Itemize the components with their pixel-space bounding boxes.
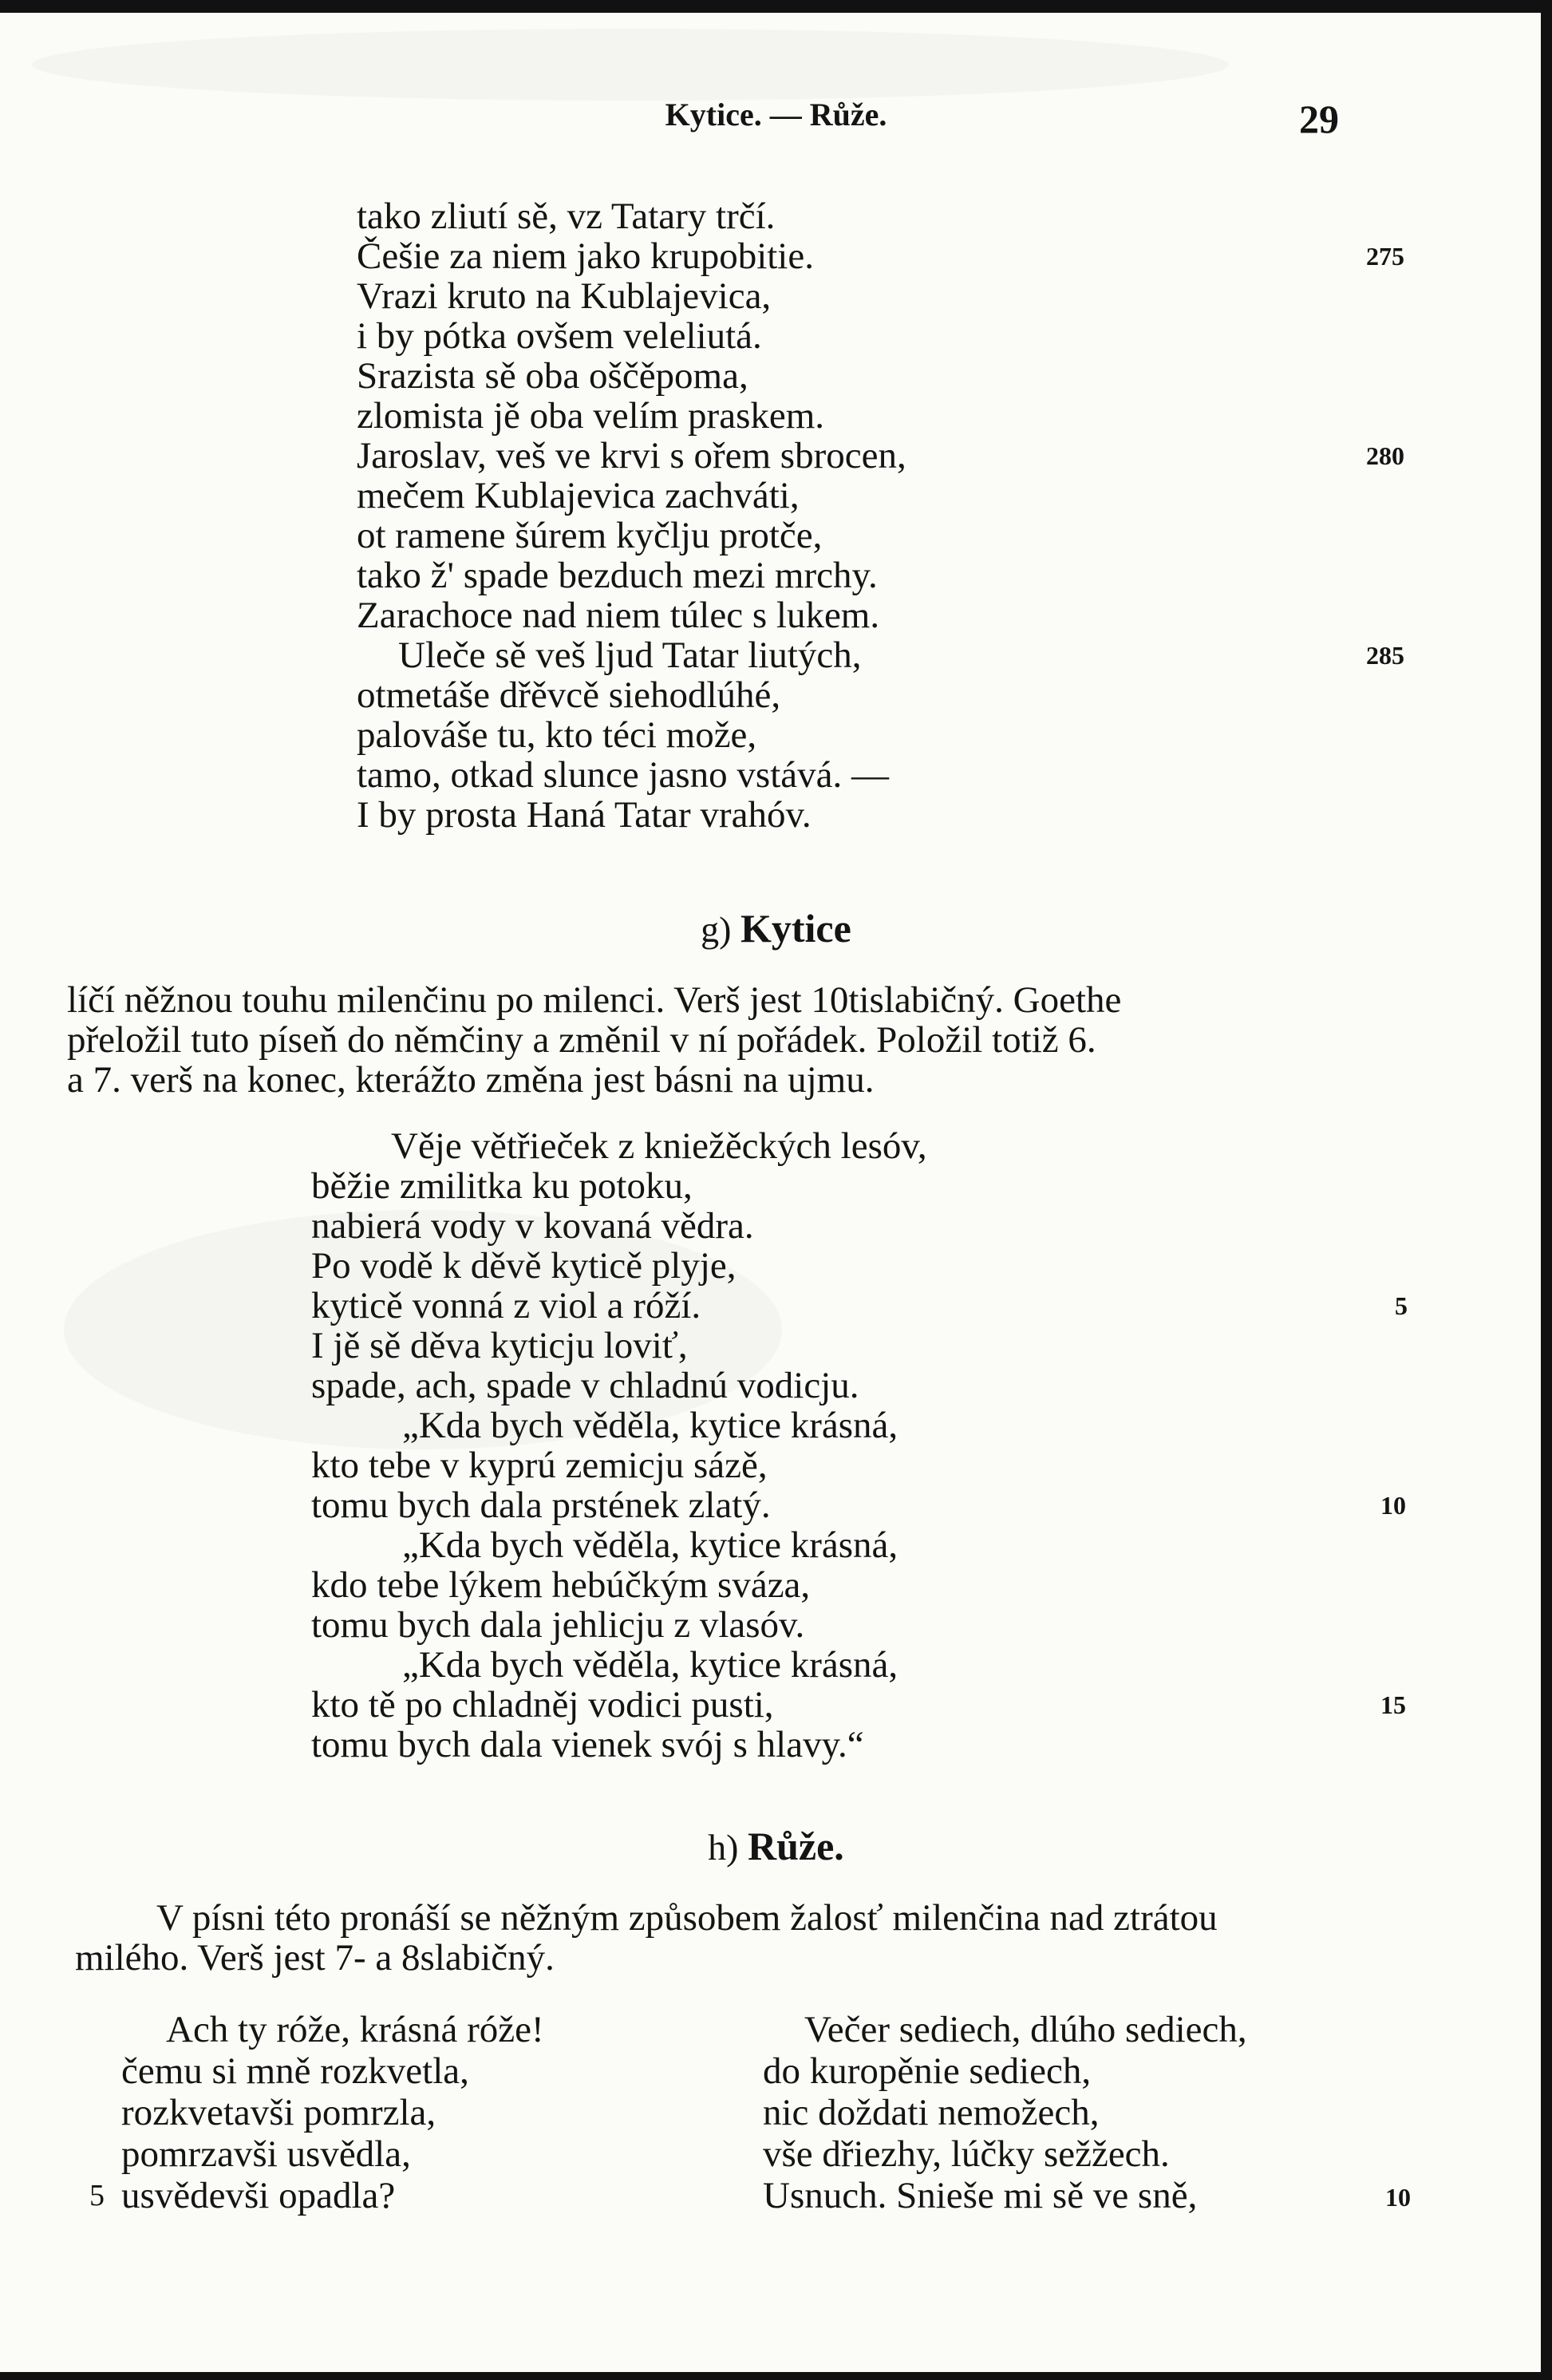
section-intro-line: a 7. verš na konec, kterážto změna jest básni na ujmu.	[67, 1059, 875, 1101]
section-letter: h)	[708, 1827, 739, 1868]
verse-line: Jaroslav, veš ve krvi s ořem sbrocen,	[357, 435, 906, 476]
verse-line: Srazista sě oba oščěpoma,	[357, 355, 748, 397]
line-number-marker: 275	[1366, 242, 1404, 271]
verse-line: tamo, otkad slunce jasno vstává. —	[357, 754, 889, 796]
verse-line: tomu bych dala jehlicju z vlasóv.	[311, 1604, 805, 1646]
section-intro-line: líčí něžnou touhu milenčinu po milenci. Verš jest 10tislabičný. Goethe	[67, 979, 1122, 1021]
verse-line: tako zliutí sě, vz Tatary trčí.	[357, 196, 776, 237]
paper-stain	[32, 29, 1229, 101]
verse-line: do kuropěnie sediech,	[763, 2050, 1092, 2092]
verse-line: nabierá vody v kovaná vědra.	[311, 1205, 754, 1247]
verse-line: Uleče sě veš ljud Tatar liutých,	[398, 635, 862, 676]
section-intro-line: V písni této pronáší se něžným způsobem žalosť milenčina nad ztrátou	[156, 1897, 1218, 1939]
section-heading-g	[0, 905, 1552, 951]
line-number-marker: 10	[1380, 1491, 1406, 1520]
verse-line: Po vodě k děvě kyticě plyje,	[311, 1245, 737, 1287]
section-intro-line: milého. Verš jest 7- a 8slabičný.	[75, 1937, 555, 1979]
verse-line: Ach ty róže, krásná róže!	[166, 2009, 544, 2050]
verse-line: kdo tebe lýkem hebúčkým sváza,	[311, 1564, 811, 1606]
verse-line: Zarachoce nad niem túlec s lukem.	[357, 595, 880, 636]
verse-line: I by prosta Haná Tatar vrahóv.	[357, 794, 812, 836]
verse-line: usvědevši opadla?	[121, 2175, 396, 2216]
verse-line: tomu bych dala prstének zlatý.	[311, 1485, 771, 1526]
section-heading-h	[0, 1823, 1552, 1869]
verse-line: kto tebe v kyprú zemicju sázě,	[311, 1445, 768, 1486]
page-number: 29	[1299, 97, 1339, 141]
line-number-marker: 5	[89, 2179, 105, 2212]
verse-line: tako ž' spade bezduch mezi mrchy.	[357, 555, 878, 596]
verse-line: „Kda bych věděla, kytice krásná,	[402, 1405, 898, 1446]
verse-line: Usnuch. Snieše mi sě ve sně,	[763, 2175, 1198, 2216]
verse-line: mečem Kublajevica zachváti,	[357, 475, 800, 516]
verse-line: zlomista jě oba velím praskem.	[357, 395, 825, 437]
section-title: Kytice	[740, 906, 851, 951]
verse-line: Věje větřieček z kniežěckých lesóv,	[391, 1125, 927, 1167]
verse-line: I jě sě děva kyticju loviť,	[311, 1325, 688, 1366]
verse-line: Vrazi kruto na Kublajevica,	[357, 275, 772, 317]
line-number-marker: 15	[1380, 1690, 1406, 1719]
verse-line: otmetáše dřěvcě siehodlúhé,	[357, 674, 781, 716]
verse-line: Večer sediech, dlúho sediech,	[804, 2009, 1247, 2050]
line-number-marker: 280	[1366, 441, 1404, 470]
verse-line: palováše tu, kto téci može,	[357, 714, 757, 756]
section-title: Růže.	[748, 1824, 844, 1868]
line-number-marker: 5	[1395, 1291, 1408, 1320]
verse-line: nic doždati nemožech,	[763, 2092, 1100, 2133]
line-number-marker: 10	[1385, 2183, 1411, 2212]
verse-line: Češie za niem jako krupobitie.	[357, 235, 814, 277]
verse-line: kto tě po chladněj vodici pusti,	[311, 1684, 774, 1726]
line-number-marker: 285	[1366, 641, 1404, 670]
verse-line: spade, ach, spade v chladnú vodicju.	[311, 1365, 859, 1406]
verse-line: „Kda bych věděla, kytice krásná,	[402, 1644, 898, 1686]
verse-line: běžie zmilitka ku potoku,	[311, 1165, 693, 1207]
verse-line: vše dřiezhy, lúčky sežžech.	[763, 2133, 1170, 2175]
verse-line: ot ramene šúrem kyčlju protče,	[357, 515, 823, 556]
verse-line: rozkvetavši pomrzla,	[121, 2092, 436, 2133]
verse-line: kyticě vonná z viol a róží.	[311, 1285, 701, 1326]
section-letter: g)	[701, 909, 732, 950]
section-intro-line: přeložil tuto píseň do němčiny a změnil v ní pořádek. Položil totiž 6.	[67, 1019, 1096, 1061]
verse-line: čemu si mně rozkvetla,	[121, 2050, 469, 2092]
verse-line: i by pótka ovšem veleliutá.	[357, 315, 762, 357]
running-header: Kytice. — Růže.	[665, 97, 887, 132]
verse-line: „Kda bych věděla, kytice krásná,	[402, 1524, 898, 1566]
verse-line: pomrzavši usvědla,	[121, 2133, 411, 2175]
verse-line: tomu bych dala vienek svój s hlavy.“	[311, 1724, 864, 1765]
